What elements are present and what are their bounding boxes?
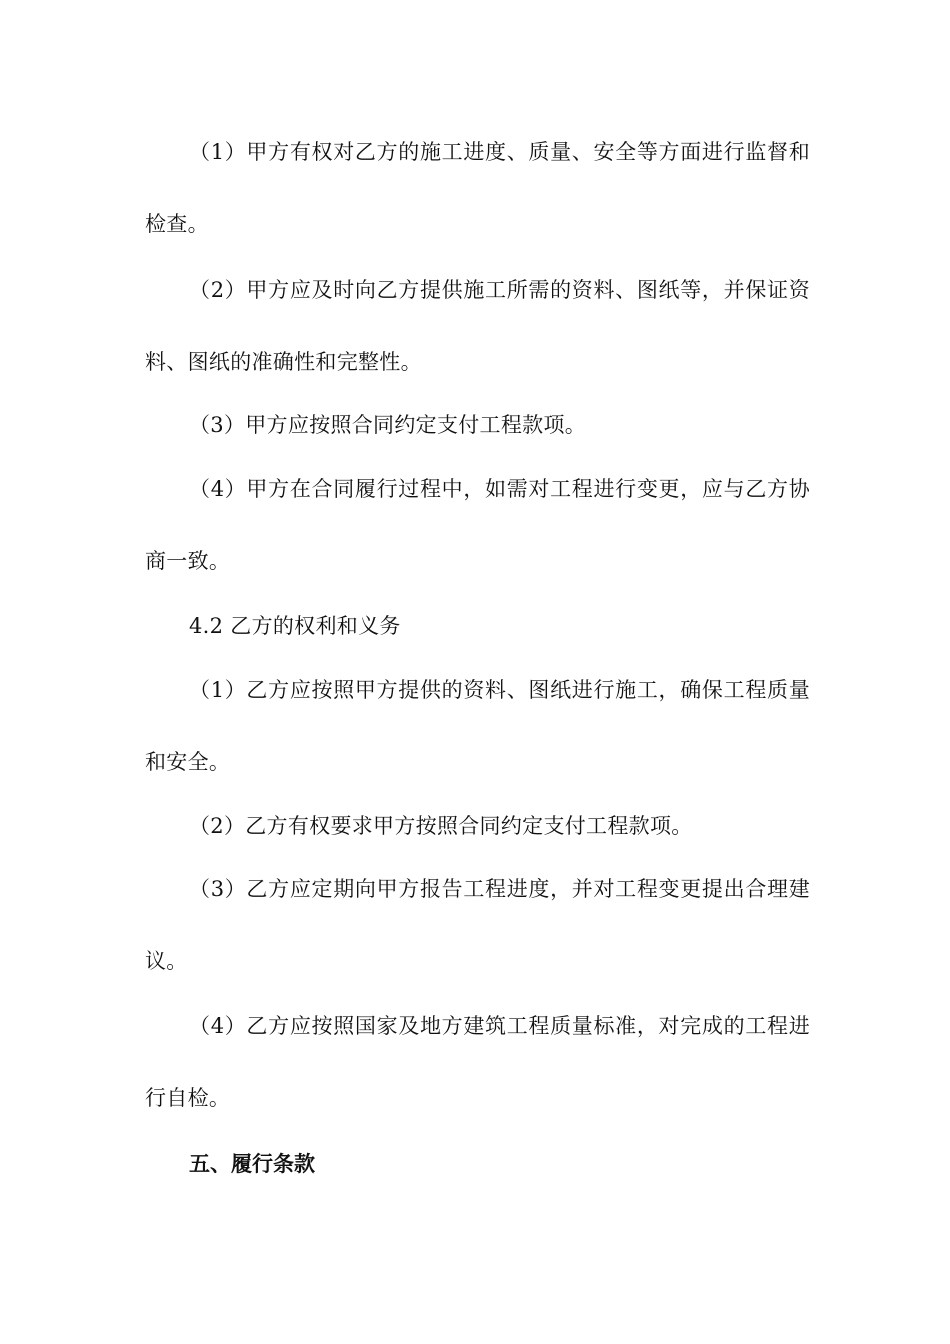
paragraph-party-a-1: （1）甲方有权对乙方的施工进度、质量、安全等方面进行监督和检查。 (145, 140, 810, 236)
paragraph-party-a-2: （2）甲方应及时向乙方提供施工所需的资料、图纸等，并保证资料、图纸的准确性和完整性。 (145, 278, 810, 374)
paragraph-party-b-1: （1）乙方应按照甲方提供的资料、图纸进行施工，确保工程质量和安全。 (145, 678, 810, 774)
subsection-4-2-title: 4.2 乙方的权利和义务 (189, 614, 401, 638)
paragraph-party-b-3: （3）乙方应定期向甲方报告工程进度，并对工程变更提出合理建议。 (145, 877, 810, 973)
paragraph-party-a-3: （3）甲方应按照合同约定支付工程款项。 (189, 413, 587, 437)
section-heading: 五、履行条款 (189, 1152, 315, 1176)
paragraph-party-b-4: （4）乙方应按照国家及地方建筑工程质量标准，对完成的工程进行自检。 (145, 1014, 810, 1110)
paragraph-party-a-4: （4）甲方在合同履行过程中，如需对工程进行变更，应与乙方协商一致。 (145, 477, 810, 573)
paragraph-party-b-2: （2）乙方有权要求甲方按照合同约定支付工程款项。 (189, 814, 693, 838)
